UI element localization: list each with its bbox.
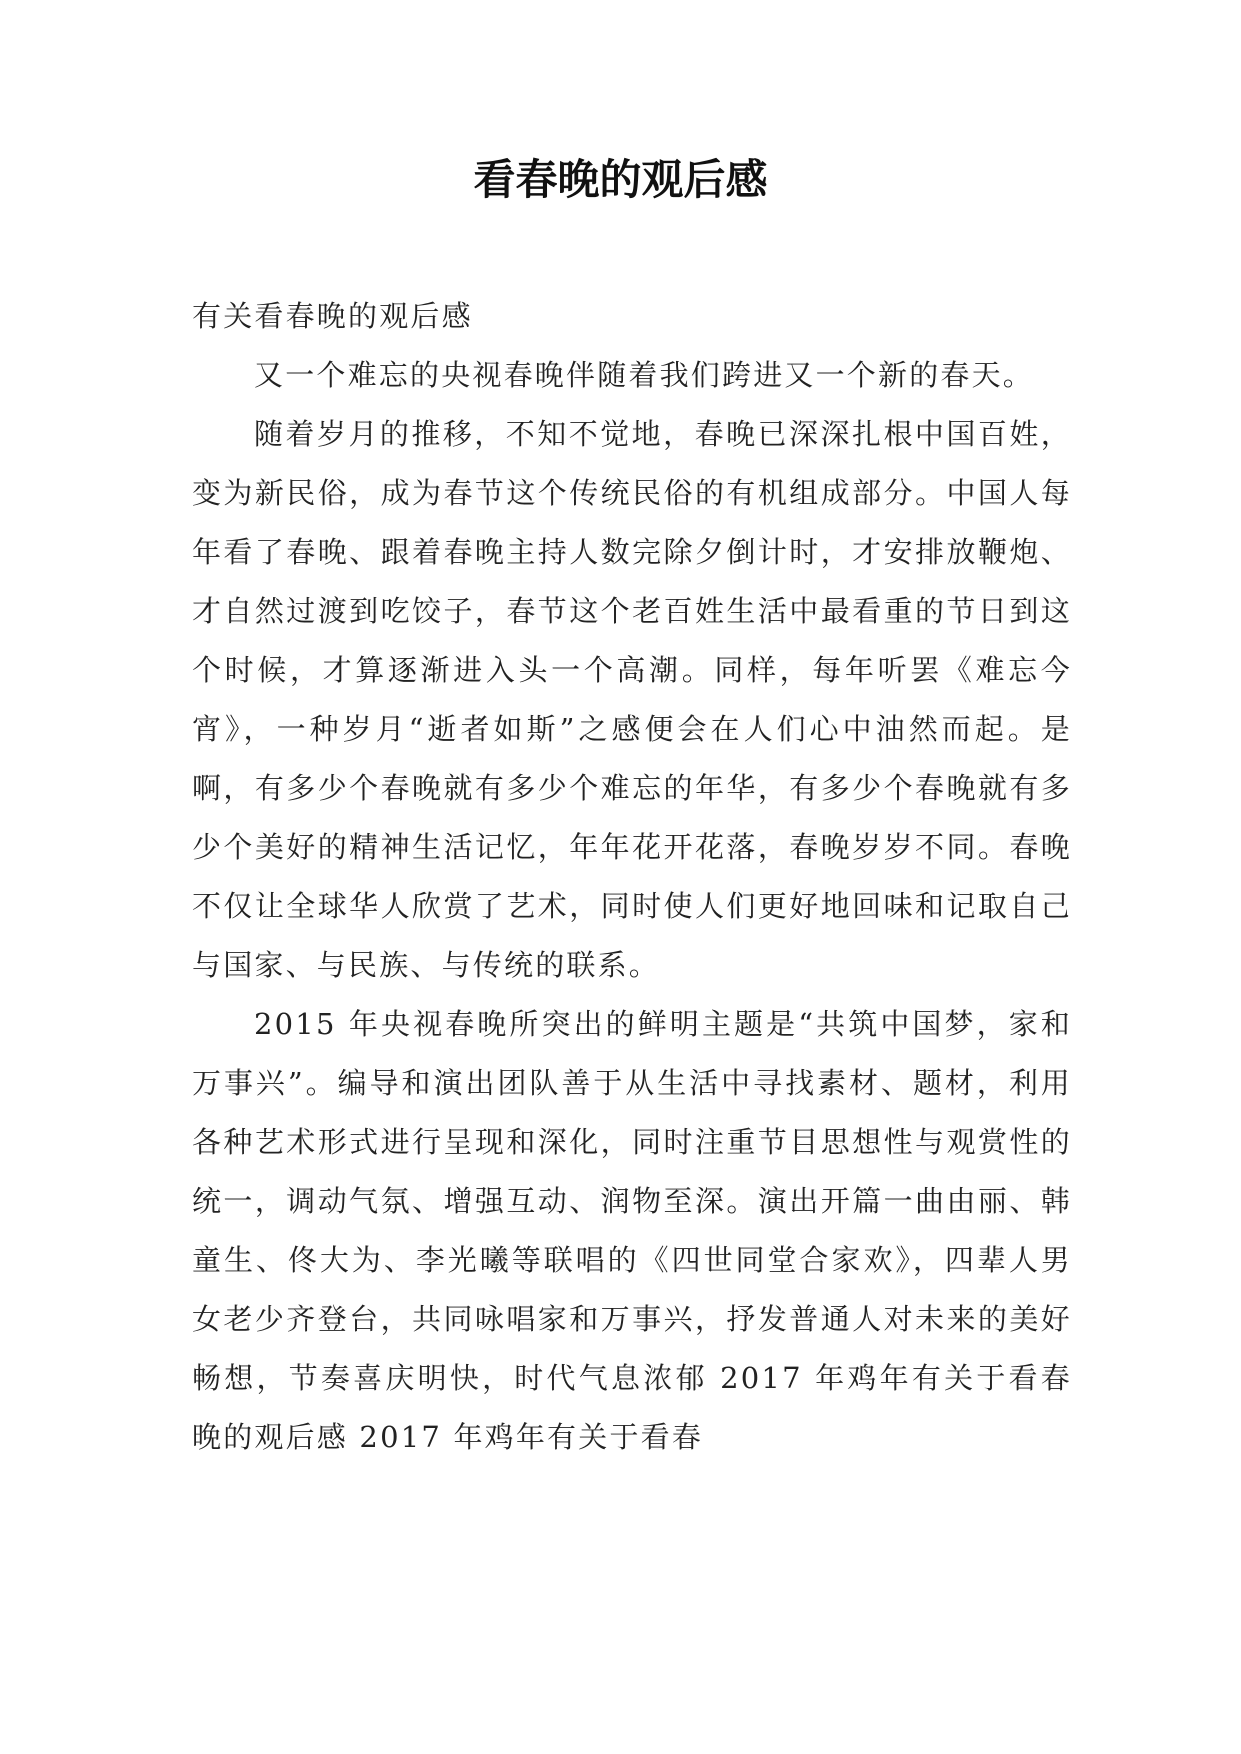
paragraph-2: 随着岁月的推移，不知不觉地，春晚已深深扎根中国百姓，变为新民俗，成为春节这个传统民俗的有机组成部分。中国人每年看了春晚、跟着春晚主持人数完除夕倒计时，才安排放鞭炮、才自然过渡到吃饺子，春节这个老百姓生活中最看重的节日到这个时候，才算逐渐进入头一个高潮。同样，每年听罢《难忘今宵》，一种岁月“逝者如斯”之感便会在人们心中油然而起。是啊，有多少个春晚就有多少个难忘的年华，有多少个春晚就有多少个美好的精神生活记忆，年年花开花落，春晚岁岁不同。春晚不仅让全球华人欣赏了艺术，同时使人们更好地回味和记取自己与国家、与民族、与传统的联系。 — [192, 417, 1072, 982]
document-body — [192, 287, 1072, 1467]
document-subtitle: 有关看春晚的观后感 — [192, 299, 473, 333]
paragraph-1: 又一个难忘的央视春晚伴随着我们跨进又一个新的春天。 — [254, 358, 1035, 392]
document-title: 看春晚的观后感 — [473, 155, 768, 204]
paragraph-3: 2015 年央视春晚所突出的鲜明主题是“共筑中国梦，家和万事兴”。编导和演出团队善于从生活中寻找素材、题材，利用各种艺术形式进行呈现和深化，同时注重节目思想性与观赏性的统一，调动气氛、增强互动、润物至深。演出开篇一曲由丽、韩童生、佟大为、李光曦等联唱的《四世同堂合家欢》，四辈人男女老少齐登台，共同咏唱家和万事兴，抒发普通人对未来的美好畅想，节奏喜庆明快，时代气息浓郁 2017 年鸡年有关于看春晚的观后感 2017 年鸡年有关于看春 — [192, 1007, 1072, 1454]
